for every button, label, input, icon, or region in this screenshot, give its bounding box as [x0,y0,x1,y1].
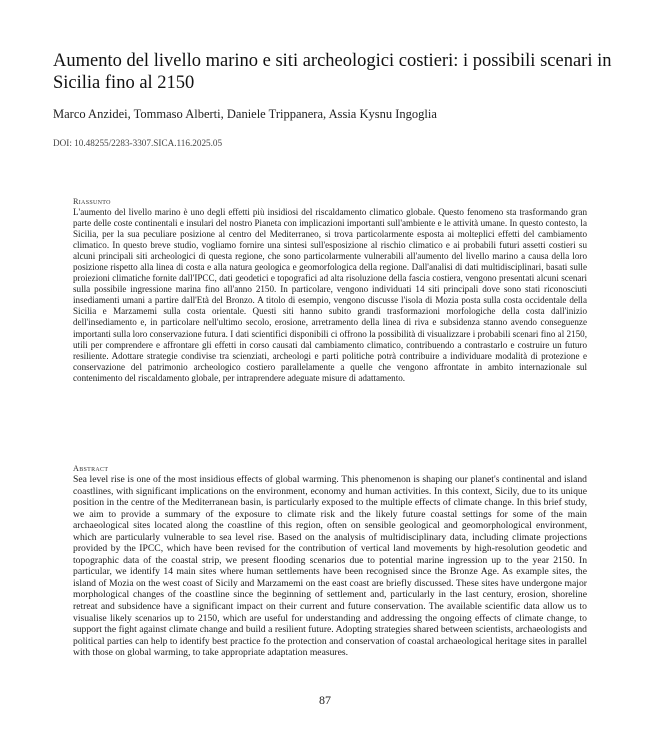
riassunto-text: L'aumento del livello marino è uno degli effetti più insidiosi del riscaldamento climatico globale. Questo fenomeno sta trasformando gran parte delle coste continentali e insulari del nostro Pianeta con implicazioni importanti sull'ambiente e le attività umane. In questo contesto, la Sicilia, per la sua peculiare posizione al centro del Mediterraneo, si trova particolarmente esposta ai molteplici effetti del cambiamento climatico. In questo breve studio, vogliamo fornire una sintesi sull'esposizione al rischio climatico e ai probabili futuri assetti costieri su alcuni principali siti archeologici di questa regione, che sono particolarmente vulnerabili all'aumento del livello marino a causa della loro posizione rispetto alla linea di costa e alla natura geologica e geomorfologica della regione. Dall'analisi di dati multidisciplinari, basati sulle proiezioni climatiche fornite dall'IPCC, dati geodetici e topografici ad alta risoluzione della fascia costiera, vengono presentati alcuni scenari sulla possibile ingressione marina fino all'anno 2150. In particolare, vengono individuati 14 siti principali dove sono stati riconosciuti insediamenti umani a partire dall'Età del Bronzo. A titolo di esempio, vengono discusse l'isola di Mozia posta sulla costa occidentale della Sicilia e Marzamemi sulla costa orientale. Questi siti hanno subito grandi trasformazioni morfologiche della costa dall'inizio dell'insediamento e, in particolare nell'ultimo secolo, erosione, arretramento della linea di riva e subsidenza stanno avendo conseguenze importanti sulla loro conservazione futura. I dati scientifici disponibili ci offrono la possibilità di visualizzare i probabili scenari fino al 2150, utili per comprendere e affrontare gli effetti in corso causati dal cambiamento climatico, contribuendo a contrastarlo e costruire un futuro resiliente. Adottare strategie condivise tra scienziati, archeologi e parti politiche potrà contribuire a individuare modalità di protezione e conservazione del patrimonio archeologico costiero parallelamente a quelle che vengono affrontate in ambito internazionale sul contenimento del riscaldamento globale, per intraprendere adeguate misure di adattamento. [73,207,587,383]
abstract-heading: Abstract [73,464,109,473]
doi-line: DOI: 10.48255/2283-3307.SICA.116.2025.05 [53,138,223,148]
author-list: Marco Anzidei, Tommaso Alberti, Daniele Trippanera, Assia Kysnu Ingoglia [53,107,437,121]
abstract-text: Sea level rise is one of the most insidious effects of global warming. This phenomenon is shaping our planet's continental and island coastlines, with significant implications on the environment, economy and human activities. In this context, Sicily, due to its unique position in the centre of the Mediterranean basin, is particularly exposed to the multiple effects of climate change. In this brief study, we aim to provide a summary of the exposure to climate risk and the likely future coastal settings for some of the main archaeological sites located along the coastline of this region, often on sensible geological and geomorphological environment, which are particularly vulnerable to sea level rise. Based on the analysis of multidisciplinary data, including climate projections provided by the IPCC, which have been revised for the contribution of vertical land movements by high-resolution geodetic and topographic data of the coastal strip, we present flooding scenarios due to potential marine ingression up to the year 2150. In particular, we identify 14 main sites where human settlements have been recognised since the Bronze Age. As example sites, the island of Mozia on the west coast of Sicily and Marzamemi on the east coast are briefly discussed. These sites have undergone major morphological changes of the coastline since the beginning of settlement and, particularly in the last century, erosion, shoreline retreat and subsidence have a significant impact on their current and future conservation. The available scientific data allow us to visualise likely scenarios up to 2150, which are useful for understanding and addressing the ongoing effects of climate change, to support the fight against climate change and build a resilient future. Adopting strategies shared between scientists, archaeologists and political parties can help to identify best practice fo the protection and conservation of coastal archaeological heritage sites in parallel with those on global warming, to take appropriate adaptation measures. [73,474,587,659]
abstract-section [73,463,587,659]
riassunto-heading: Riassunto [73,197,111,206]
page-number: 87 [319,693,331,707]
article-title: Aumento del livello marino e siti archeologici costieri: i possibili scenari in Sicilia fino al 2150 [53,51,612,93]
riassunto-section [73,196,587,384]
